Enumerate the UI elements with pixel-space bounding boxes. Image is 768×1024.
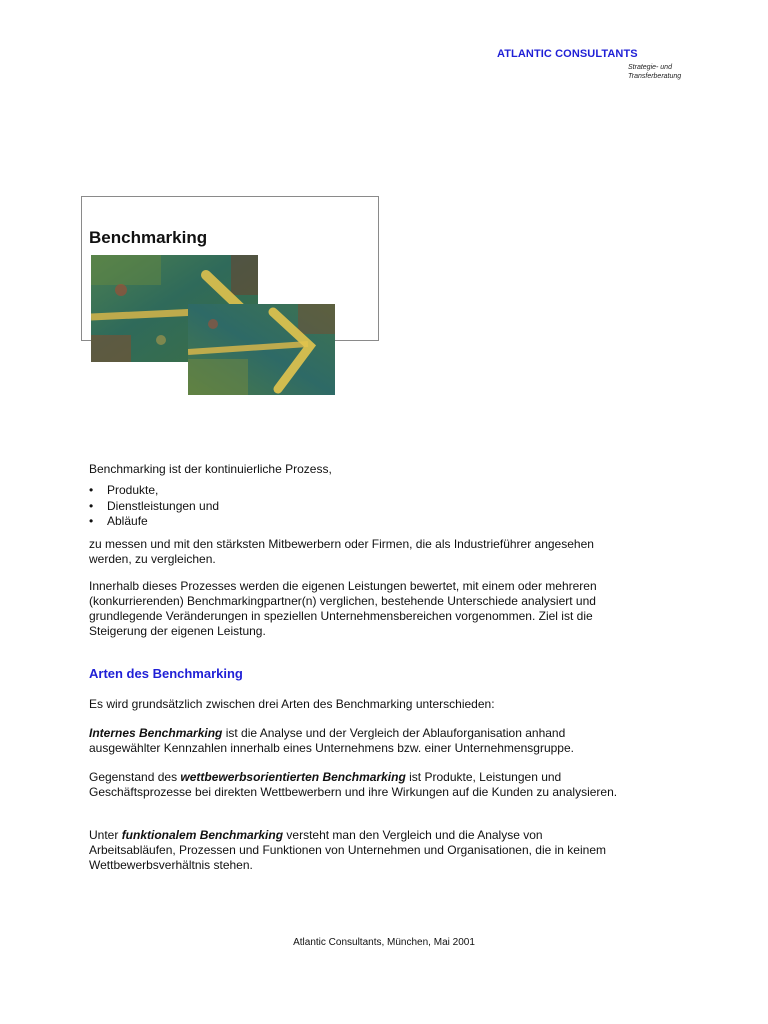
prefix-functional: Unter (89, 828, 122, 842)
list-item: • Produkte, (89, 483, 159, 497)
title-photo-arrow-right (188, 304, 335, 395)
text-competitive: ist Produkte, Leistungen und Geschäftsprozesse bei direkten Wettbewerbern und ihre Wirkungen auf die Kunden zu analysieren. (89, 770, 618, 799)
paragraph-functional (89, 828, 629, 873)
company-name: ATLANTIC CONSULTANTS (497, 48, 638, 60)
list-item: • Dienstleistungen und (89, 498, 220, 513)
paragraph-process: Innerhalb dieses Prozesses werden die eigenen Leistungen bewertet, mit einem oder mehreren (konkurrierenden) Benchmarkingpartner(n) verglichen, bestehende Unterschiede analysiert und grundlegende Veränderungen in speziellen Unternehmensbereichen vorgenommen. Ziel ist die Steigerung der eigenen Leistung. (89, 579, 597, 638)
prefix-competitive: Gegenstand des (89, 770, 181, 784)
section-intro: Es wird grundsätzlich zwischen drei Arten des Benchmarking unterschieden: (89, 697, 495, 711)
tagline-line-2: Transferberatung (628, 73, 682, 80)
bullet-text: Abläufe (107, 514, 148, 528)
intro-text: Benchmarking ist der kontinuierliche Prozess, (89, 462, 332, 476)
list-item: • Abläufe (89, 514, 148, 528)
term-functional: funktionalem Benchmarking (121, 828, 284, 842)
bullet-text: Produkte, (107, 483, 159, 497)
after-bullets-text: zu messen und mit den stärksten Mitbewerbern oder Firmen, die als Industrieführer angesehen werden, zu vergleichen. (89, 537, 594, 566)
bullet-text: Dienstleistungen und (107, 498, 220, 513)
paragraph-competitive (89, 770, 629, 800)
text-internal: ist die Analyse und der Vergleich der Ablauforganisation anhand ausgewählter Kennzahlen innerhalb eines Unternehmens bzw. einer Unternehmensgruppe. (89, 726, 574, 755)
company-tagline (628, 63, 681, 81)
tagline-line-1: Strategie- und (628, 64, 672, 71)
page-footer: Atlantic Consultants, München, Mai 2001 (293, 937, 475, 948)
paragraph-internal (89, 726, 629, 756)
term-internal: Internes Benchmarking (89, 726, 223, 740)
text-functional: versteht man den Vergleich und die Analyse von Arbeitsabläufen, Prozessen und Funktionen von Unternehmen und Organisationen, die in keinem Wettbewerbsverhältnis stehen. (89, 828, 606, 872)
document-title: Benchmarking (89, 228, 208, 247)
section-heading: Arten des Benchmarking (89, 666, 243, 681)
bullet-list (89, 483, 219, 530)
term-competitive: wettbewerbsorientierten Benchmarking (180, 770, 406, 784)
